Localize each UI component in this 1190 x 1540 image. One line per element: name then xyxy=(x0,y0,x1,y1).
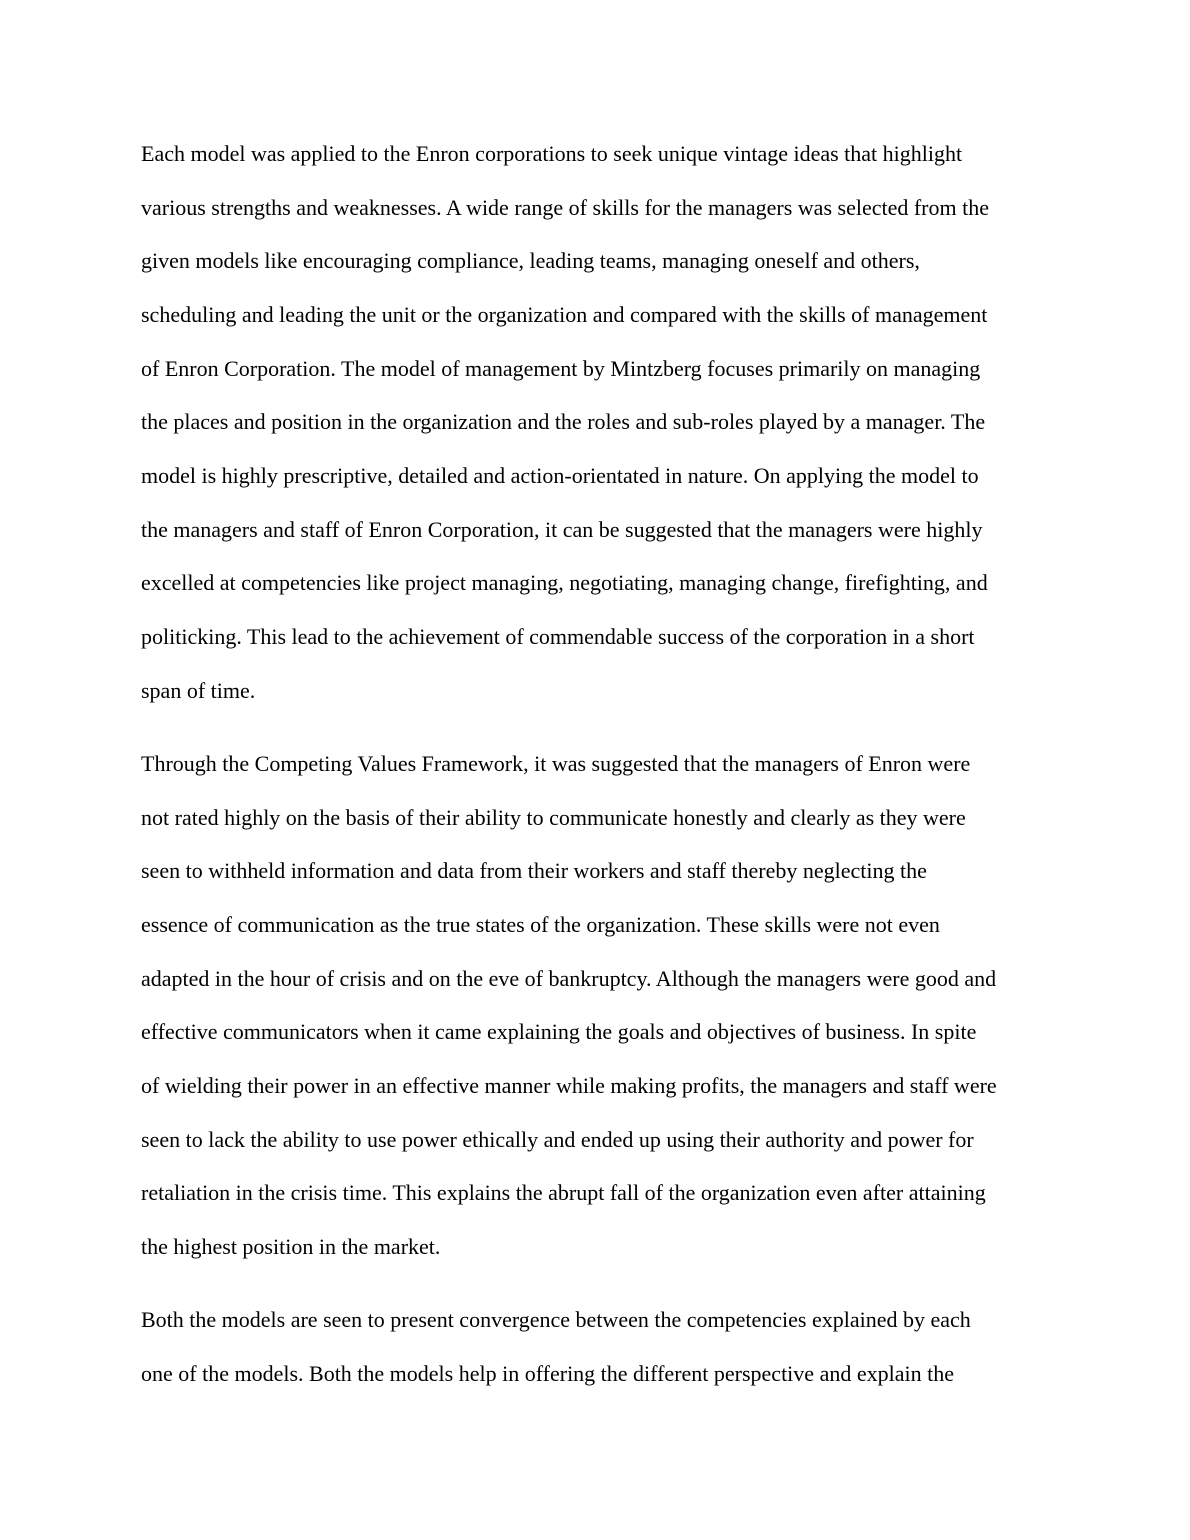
text-line: seen to withheld information and data from their workers and staff thereby neglecting the xyxy=(141,858,927,883)
text-line: seen to lack the ability to use power ethically and ended up using their authority and power for xyxy=(141,1127,974,1152)
text-line: of wielding their power in an effective manner while making profits, the managers and staff were xyxy=(141,1073,997,1098)
text-line: excelled at competencies like project managing, negotiating, managing change, firefighting, and xyxy=(141,570,988,595)
text-line: Each model was applied to the Enron corporations to seek unique vintage ideas that highlight xyxy=(141,141,963,166)
text-line: various strengths and weaknesses. A wide range of skills for the managers was selected from the xyxy=(141,195,989,220)
text-line: retaliation in the crisis time. This explains the abrupt fall of the organization even after attaining xyxy=(141,1180,986,1205)
text-line: the places and position in the organization and the roles and sub-roles played by a manager. The xyxy=(141,409,986,434)
text-line: of Enron Corporation. The model of management by Mintzberg focuses primarily on managing xyxy=(141,356,981,381)
text-line: politicking. This lead to the achievement of commendable success of the corporation in a short xyxy=(141,624,975,649)
text-line: the managers and staff of Enron Corporation, it can be suggested that the managers were highly xyxy=(141,517,983,542)
text-line: not rated highly on the basis of their ability to communicate honestly and clearly as they were xyxy=(141,805,966,830)
text-line: essence of communication as the true states of the organization. These skills were not even xyxy=(141,912,940,937)
text-line: effective communicators when it came explaining the goals and objectives of business. In spite xyxy=(141,1019,977,1044)
text-line: span of time. xyxy=(141,678,256,703)
text-line: one of the models. Both the models help in offering the different perspective and explain the xyxy=(141,1361,954,1386)
text-line: scheduling and leading the unit or the organization and compared with the skills of management xyxy=(141,302,988,327)
text-line: given models like encouraging compliance, leading teams, managing oneself and others, xyxy=(141,248,920,273)
text-line: adapted in the hour of crisis and on the eve of bankruptcy. Although the managers were good and xyxy=(141,966,997,991)
text-line: Both the models are seen to present convergence between the competencies explained by each xyxy=(141,1307,971,1332)
text-line: model is highly prescriptive, detailed and action-orientated in nature. On applying the model to xyxy=(141,463,979,488)
text-line: Through the Competing Values Framework, it was suggested that the managers of Enron were xyxy=(141,751,971,776)
text-line: the highest position in the market. xyxy=(141,1234,441,1259)
